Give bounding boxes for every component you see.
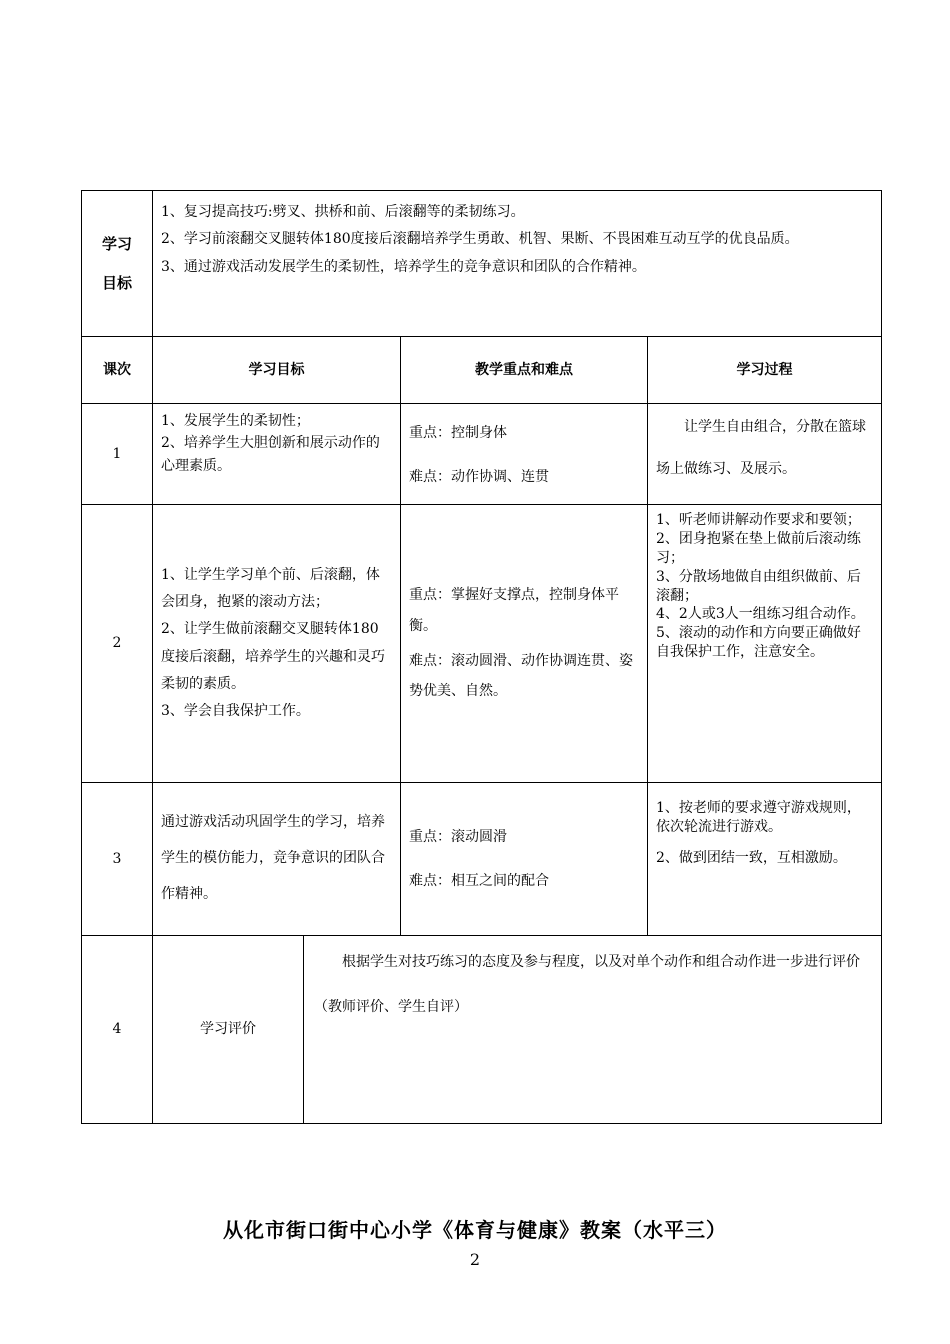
goals-label-cell [82, 191, 152, 336]
row3-objectives: 通过游戏活动巩固学生的学习，培养学生的模仿能力，竞争意识的团队合作精神。 [152, 782, 400, 935]
row1-key-points: 重点：控制身体 难点：动作协调、连贯 [400, 403, 647, 504]
page-number: 2 [469, 1250, 481, 1269]
row1-lesson: 1 [82, 403, 152, 504]
row2-process: 1、听老师讲解动作要求和要领； 2、团身抱紧在垫上做前后滚动练习； 3、分散场地做自由组织做前、后滚翻； 4、2人或3人一组练习组合动作。 5、滚动的动作和方向要正确做好自我保护工作，注意安全。 [647, 504, 881, 782]
row2-lesson: 2 [82, 504, 152, 782]
row1-process: 让学生自由组合，分散在篮球场上做练习、及展示。 [647, 403, 881, 504]
row2-key-points: 重点：掌握好支撑点，控制身体平衡。 难点：滚动圆滑、动作协调连贯、姿势优美、自然。 [400, 504, 647, 782]
goal-item-2: 2、学习前滚翻交叉腿转体180度接后滚翻培养学生勇敢、机智、果断、不畏困难互动互学的优良品质。 [161, 231, 799, 248]
evaluation-label: 学习评价 [152, 935, 303, 1123]
row3-lesson: 3 [82, 782, 152, 935]
header-objective: 学习目标 [152, 336, 400, 403]
row2-objectives: 1、让学生学习单个前、后滚翻，体会团身，抱紧的滚动方法； 2、让学生做前滚翻交叉腿转体180度接后滚翻，培养学生的兴趣和灵巧柔韧的素质。 3、学会自我保护工作。 [152, 504, 400, 782]
evaluation-text: 根据学生对技巧练习的态度及参与程度，以及对单个动作和组合动作进一步进行评价（教师评价、学生自评） [303, 935, 881, 1123]
header-key-points: 教学重点和难点 [400, 336, 647, 403]
header-process: 学习过程 [647, 336, 881, 403]
document-footer-title: 从化市街口街中心小学《体育与健康》教案（水平三） [223, 1218, 727, 1242]
row3-key-points: 重点：滚动圆滑 难点：相互之间的配合 [400, 782, 647, 935]
row3-process: 1、按老师的要求遵守游戏规则，依次轮流进行游戏。 2、做到团结一致，互相激励。 [647, 782, 881, 935]
header-lesson: 课次 [82, 336, 152, 403]
row4-lesson: 4 [82, 935, 152, 1123]
goals-label-line1: 学习 [101, 234, 132, 253]
goals-label-line2: 目标 [101, 273, 132, 292]
lesson-plan-table [81, 190, 882, 1124]
goal-item-3: 3、通过游戏活动发展学生的柔韧性，培养学生的竞争意识和团队的合作精神。 [161, 258, 646, 275]
goal-item-1: 1、复习提高技巧:劈叉、拱桥和前、后滚翻等的柔韧练习。 [161, 204, 525, 220]
row1-objectives: 1、发展学生的柔韧性； 2、培养学生大胆创新和展示动作的心理素质。 [152, 403, 400, 504]
goals-content-cell [152, 191, 881, 336]
